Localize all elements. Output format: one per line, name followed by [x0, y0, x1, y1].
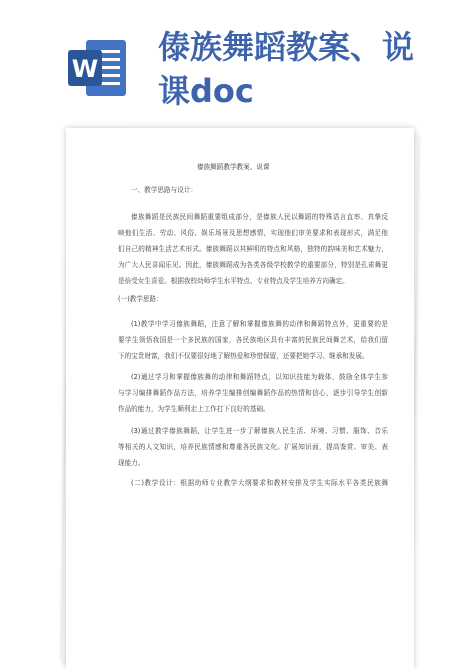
subheading: (二)教学设计：根据幼师专业教学大纲要求和教材安排及学生实际水平各类民族舞: [131, 479, 388, 487]
paragraph-line: (3)通过教学傣族舞蹈，让学生进一步了解傣族人民生活、环境、习惯、服饰、音乐: [131, 427, 388, 435]
paragraph-line: 傣族舞蹈是民族民间舞蹈重要组成部分，是傣族人民以舞蹈的特殊语言直率、真挚反: [131, 213, 388, 221]
paragraph-line: 为广大人民喜闻乐见。因此，傣族舞蹈成为各类各级学校教学的重要部分，特别是孔雀舞更: [118, 261, 388, 269]
word-document-icon-graphic: [66, 38, 128, 98]
paragraph-line: (1)教学中学习傣族舞蹈，注意了解和掌握傣族舞的动律和舞蹈特点外，更重要的是: [131, 320, 388, 328]
section-heading: 一、教学思路与设计：: [131, 186, 197, 194]
icon-page-line: [101, 74, 120, 77]
paragraph-line: 作品的能力，为学生顺利走上工作打下良好的基础。: [118, 405, 270, 413]
subheading-block: [118, 291, 388, 307]
paragraph-line: 现能力。: [118, 459, 145, 467]
paragraph-line: (2)通过学习和掌握傣族舞的动律和舞蹈特点，以知识技能为载体，鼓励全体学生参: [131, 373, 388, 381]
page-title: [158, 25, 414, 113]
intro-paragraph: [118, 209, 388, 289]
point-paragraph: [118, 423, 388, 471]
point-paragraph: [118, 316, 388, 364]
icon-page-line: [101, 66, 120, 69]
paragraph-line: 们自己的精神生活艺术形式。傣族舞蹈以其鲜明的特点和风格，独特的韵味美和艺术魅力，: [118, 245, 388, 253]
paragraph-line: 映他们生活、劳动、风俗、娱乐场景及思想感情，实现他们审美要求和表现形式，满足他: [118, 229, 388, 237]
icon-page-line: [101, 82, 120, 85]
icon-letter: W: [71, 55, 99, 83]
document-title: 傣族舞蹈教学教案、说课: [197, 163, 270, 171]
word-document-icon: [66, 38, 128, 98]
document-body: [118, 128, 388, 669]
paragraph-line: 与学习编排舞蹈作品方法，培养学生编排创编舞蹈作品的热情和信心，逐步引导学生创新: [118, 389, 388, 397]
subheading: (一)教学思路：: [118, 295, 163, 303]
page-title-line: 课doc: [158, 72, 254, 110]
page-title-line: 傣族舞蹈教案、说: [158, 28, 415, 66]
paragraph-line: 下的宝贵财富，我们不仅要很好地了解热爱和珍惜保留，还要把她学习、继承和发展。: [118, 352, 369, 360]
document-header: [0, 0, 474, 124]
paragraph-line: 是倍受女生喜爱。根据我校幼师学生水平特点、专业特点及学生培养方向确定。: [118, 277, 349, 285]
icon-page-line: [101, 50, 120, 53]
point-paragraph: [118, 369, 388, 417]
document-preview-page: [66, 128, 414, 669]
paragraph-line: 等相关的人文知识，培养民族情感和尊重各民族文化。扩展知识面，提高鉴赏、审美、表: [118, 443, 388, 451]
icon-page-line: [101, 58, 120, 61]
section-heading-block: [118, 182, 388, 198]
paragraph-line: 要学生领悟我国是一个多民族的国家，各民族地区具有丰富的民族民间舞艺术，给我们留: [118, 336, 388, 344]
subheading-block: [118, 475, 388, 491]
